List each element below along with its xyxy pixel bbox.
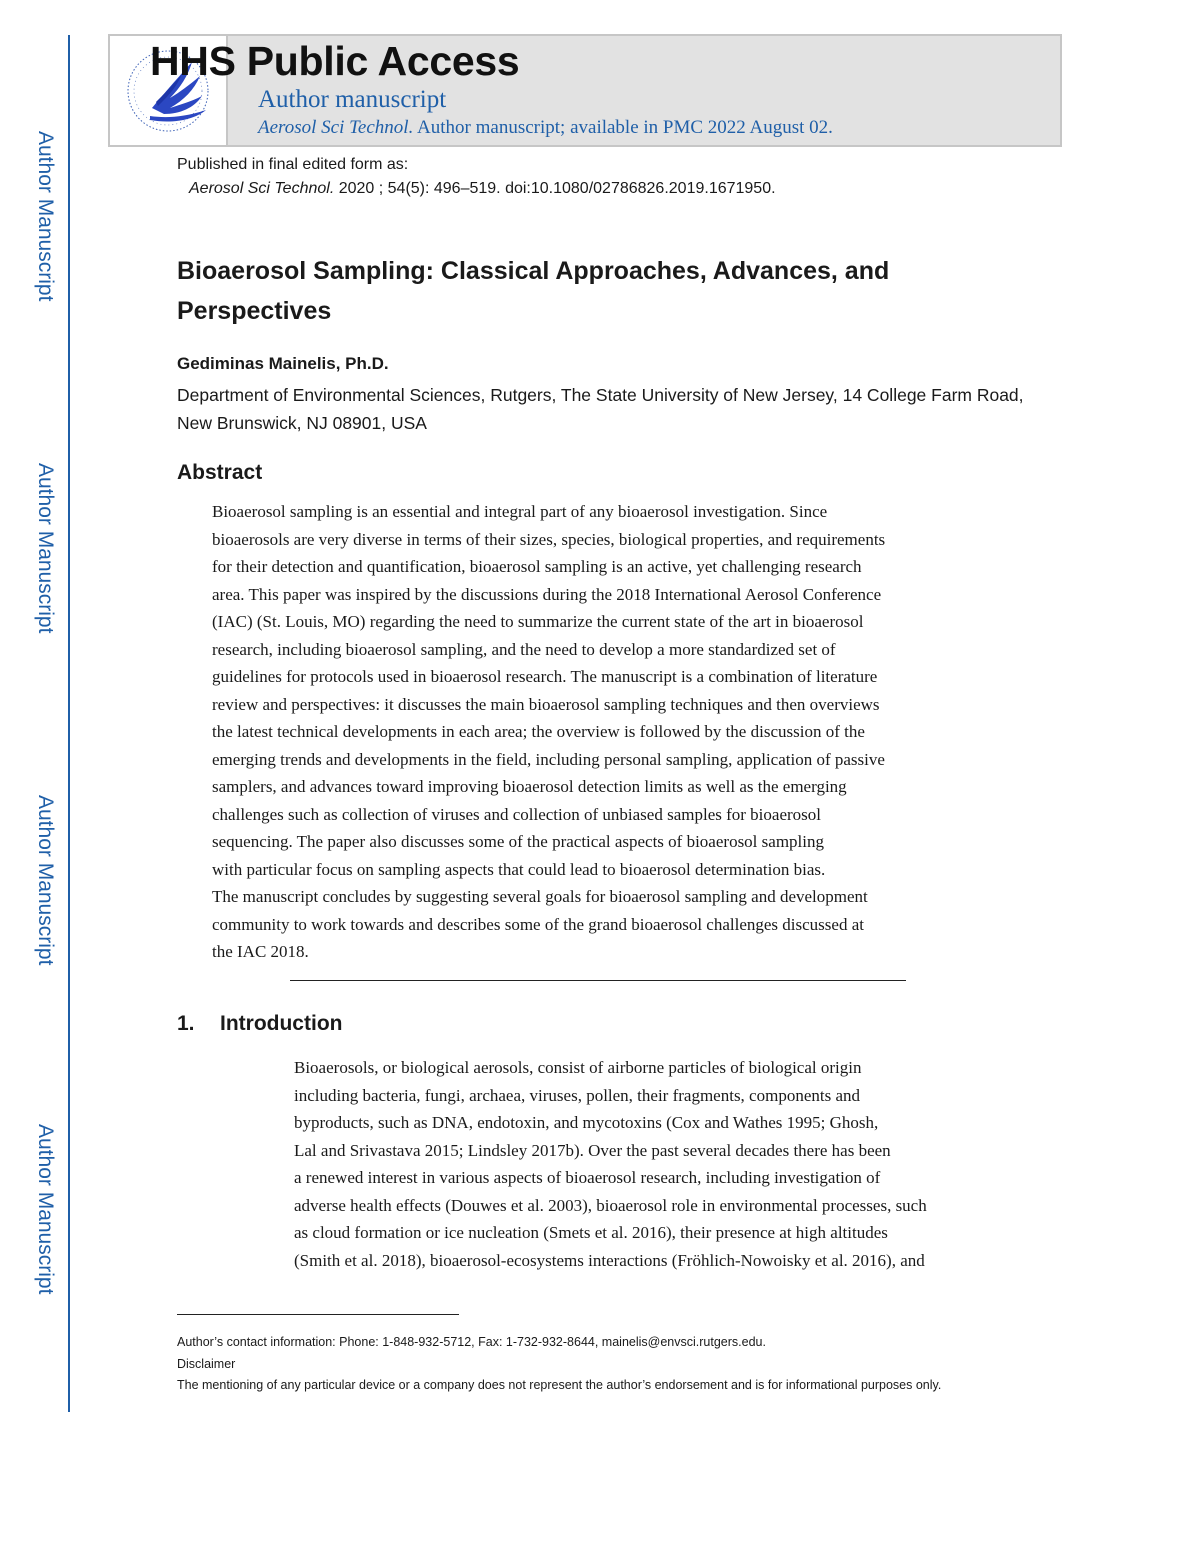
abstract-line: guidelines for protocols used in bioaerosol research. The manuscript is a combination of literature (212, 667, 878, 686)
abstract-line: the latest technical developments in each area; the overview is followed by the discussion of the (212, 722, 865, 741)
author-name: Gediminas Mainelis, Ph.D. (177, 354, 389, 373)
author-affiliation: Department of Environmental Sciences, Rutgers, The State University of New Jersey, 14 College Farm Road, New Brunswick, NJ 08901, USA (177, 385, 1024, 433)
abstract-line: The manuscript concludes by suggesting several goals for bioaerosol sampling and development (212, 887, 868, 906)
paper-title: Bioaerosol Sampling: Classical Approaches, Advances, and Perspectives (177, 257, 890, 325)
abstract-line: Bioaerosol sampling is an essential and integral part of any bioaerosol investigation. Since (212, 502, 828, 521)
intro-line: a renewed interest in various aspects of bioaerosol research, including investigation of (294, 1168, 881, 1187)
author-manuscript-subtitle: Author manuscript (258, 86, 447, 113)
abstract-heading: Abstract (177, 461, 263, 484)
intro-line: (Smith et al. 2018), bioaerosol-ecosystems interactions (Fröhlich-Nowoisky et al. 2016), and (294, 1250, 925, 1270)
intro-line: Bioaerosols, or biological aerosols, consist of airborne particles of biological origin (294, 1058, 862, 1077)
citation-line (189, 180, 776, 198)
footnote-disclaimer: The mentioning of any particular device or a company does not represent the author’s endorsement and is for informational purposes only. (177, 1378, 942, 1392)
journal-name: Aerosol Sci Technol. (258, 117, 414, 138)
abstract-line: emerging trends and developments in the field, including personal sampling, application of passive (212, 749, 885, 769)
abstract-line: with particular focus on sampling aspects that could lead to bioaerosol determination bias. (212, 859, 826, 879)
availability-line (258, 117, 833, 139)
abstract-line: for their detection and quantification, bioaerosol sampling is an active, yet challenging research (212, 557, 862, 576)
abstract-line: community to work towards and describes some of the grand bioaerosol challenges discussed at (212, 914, 864, 934)
published-label: Published in final edited form as: (177, 156, 409, 173)
footnote-disclaimer-label: Disclaimer (177, 1357, 236, 1371)
abstract-line: sequencing. The paper also discusses some of the practical aspects of bioaerosol sampling (212, 832, 824, 851)
section-title: Introduction (220, 1012, 343, 1035)
availability-text: Author manuscript; available in PMC 2022 August 02. (413, 117, 833, 138)
abstract-line: bioaerosols are very diverse in terms of their sizes, species, biological properties, and requirements (212, 529, 886, 549)
abstract-body (212, 498, 1002, 966)
footnote-contact: Author’s contact information: Phone: 1-848-932-5712, Fax: 1-732-932-8644, mainelis@envsci.rutgers.edu. (177, 1335, 766, 1349)
abstract-line: review and perspectives: it discusses the main bioaerosol sampling techniques and then overviews (212, 694, 880, 714)
abstract-line: area. This paper was inspired by the discussions during the 2018 International Aerosol Conference (212, 584, 882, 604)
intro-line: as cloud formation or ice nucleation (Smets et al. 2016), their presence at high altitudes (294, 1223, 888, 1242)
introduction-body (294, 1054, 1034, 1274)
citation-journal: Aerosol Sci Technol. (189, 180, 335, 197)
intro-line: Lal and Srivastava 2015; Lindsley 2017b). Over the past several decades there has been (294, 1140, 891, 1160)
margin-rule (68, 35, 70, 1412)
abstract-line: research, including bioaerosol sampling, and the need to develop a more standardized set of (212, 639, 836, 659)
intro-line: adverse health effects (Douwes et al. 2003), bioaerosol role in environmental processes, such (294, 1195, 927, 1215)
intro-line: including bacteria, fungi, archaea, viruses, pollen, their fragments, components and (294, 1085, 861, 1105)
abstract-divider (290, 980, 906, 981)
abstract-line: challenges such as collection of viruses and collection of unbiased samples for bioaerosol (212, 804, 821, 824)
citation-details: 2020 ; 54(5): 496–519. doi:10.1080/02786826.2019.1671950. (334, 180, 776, 197)
intro-line: byproducts, such as DNA, endotoxin, and mycotoxins (Cox and Wathes 1995; Ghosh, (294, 1113, 879, 1132)
hhs-public-access-title: HHS Public Access (150, 38, 520, 84)
abstract-line: samplers, and advances toward improving bioaerosol detection limits as well as the emerging (212, 777, 847, 796)
section-number: 1. (177, 1012, 195, 1035)
abstract-line: the IAC 2018. (212, 942, 309, 961)
footnote-divider (177, 1314, 459, 1315)
abstract-line: (IAC) (St. Louis, MO) regarding the need to summarize the current state of the art in bioaerosol (212, 612, 864, 631)
introduction-heading (177, 1012, 342, 1036)
